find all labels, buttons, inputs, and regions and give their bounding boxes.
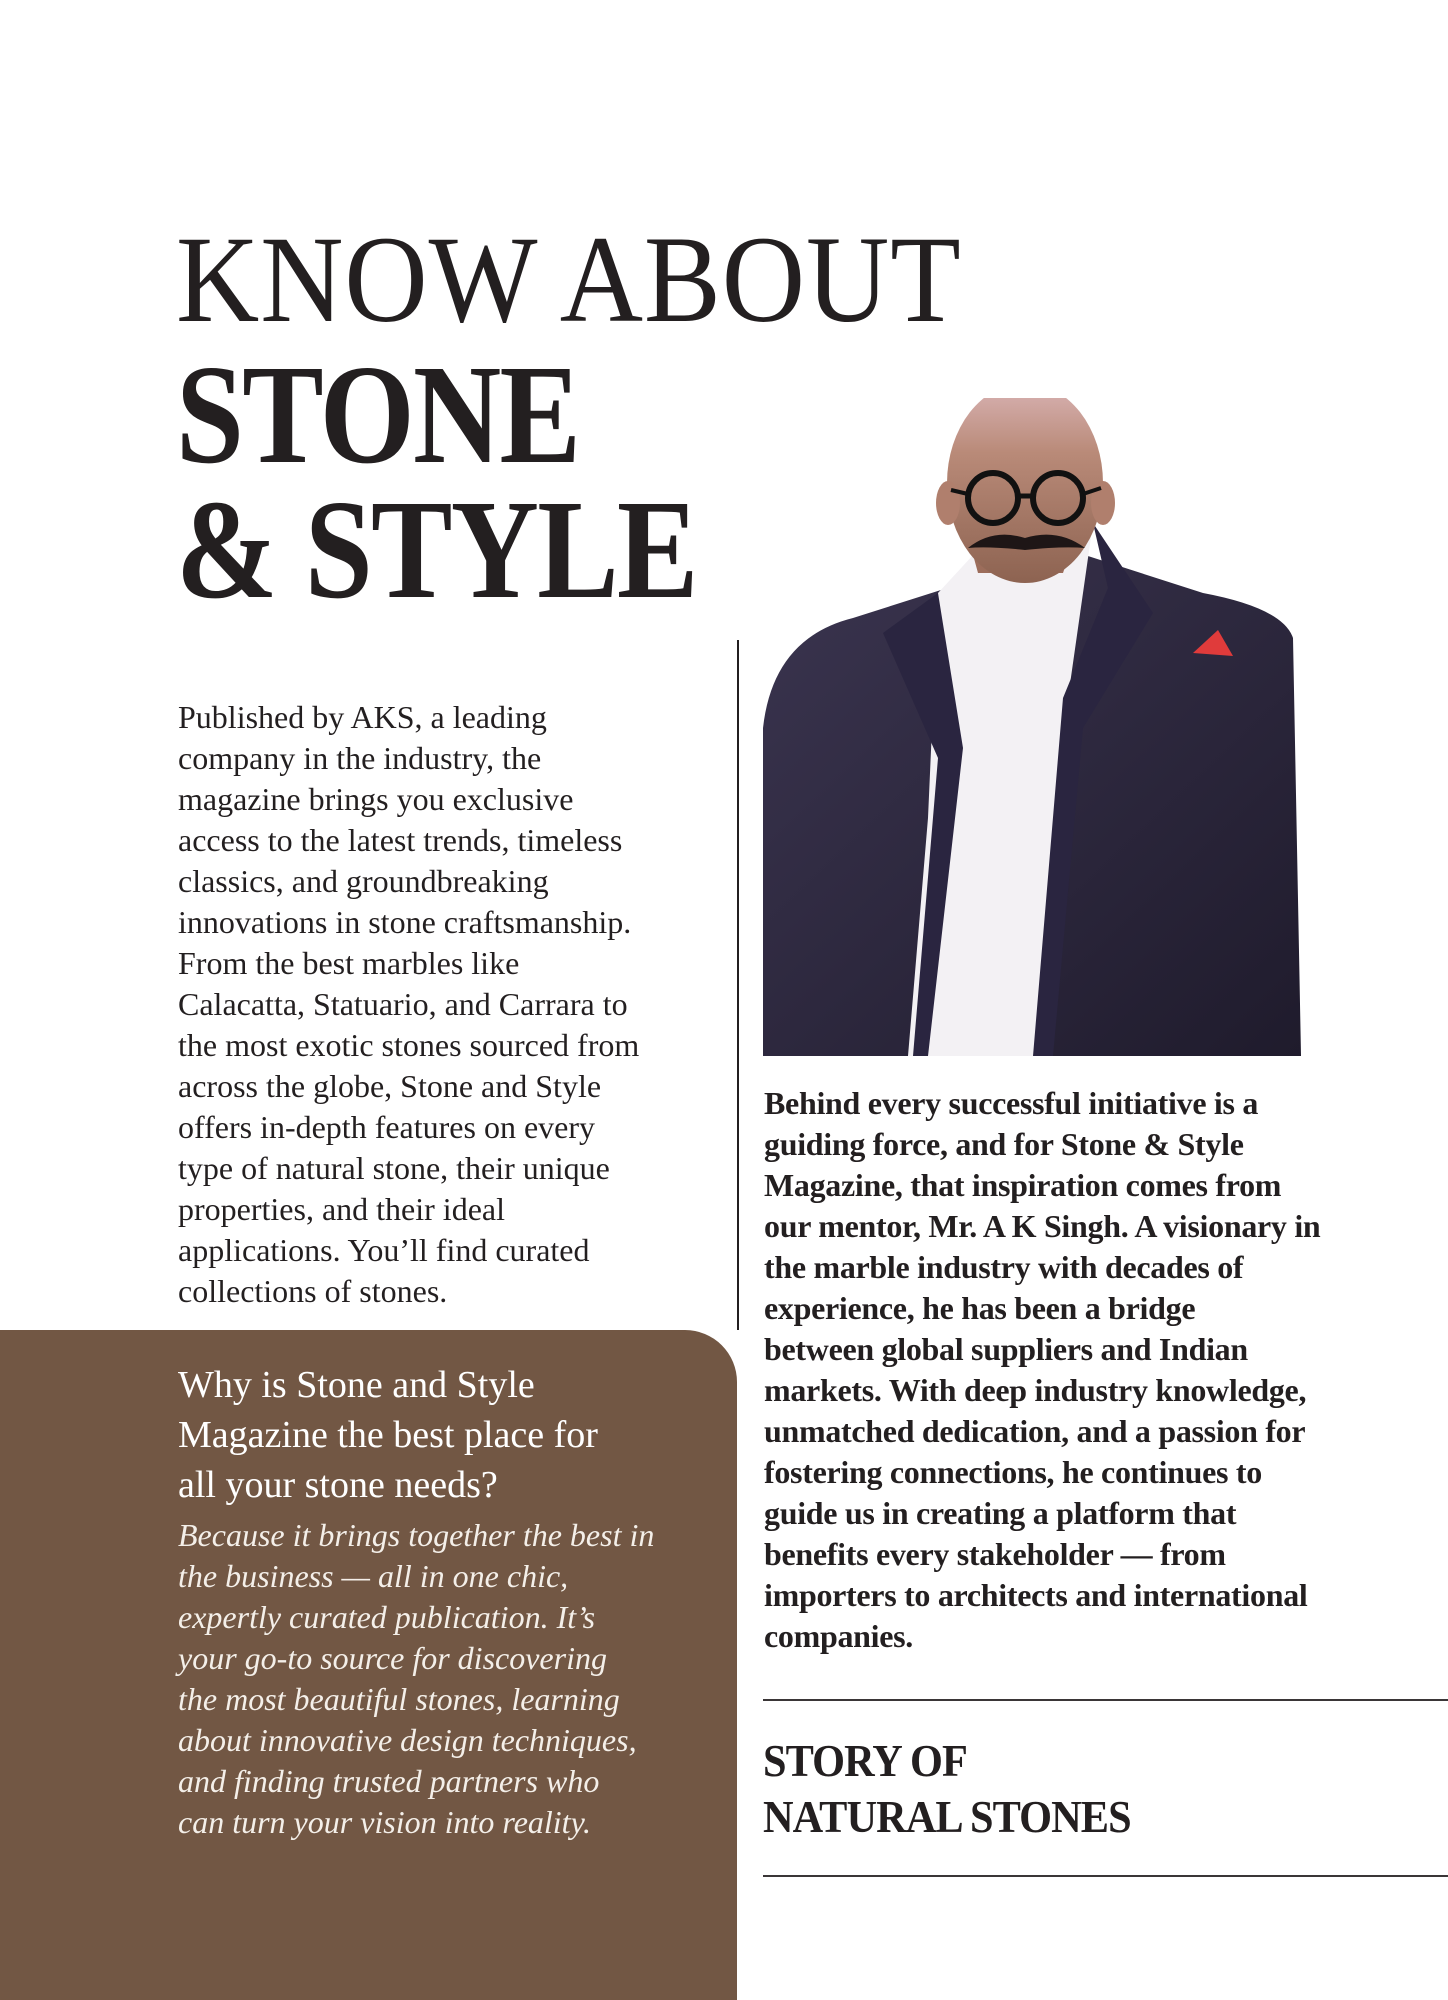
story-heading: STORY OF NATURAL STONES (763, 1735, 1131, 1842)
story-rule-top (763, 1699, 1448, 1701)
title-and-style: & STYLE (176, 470, 697, 628)
title-stone: STONE (176, 335, 580, 493)
intro-paragraph: Published by AKS, a leading company in the industry, the magazine brings you exclusive access to the latest trends, timeless classics, and groundbreaking innovations in stone craftsmanship. From the best marbles like Calacatta, Statuario, and Carrara to the most exotic stones sourced from across the globe, Stone and Style offers in-depth features on every type of natural stone, their unique properties, and their ideal applications. You’ll find curated collections of stones. (178, 699, 640, 1309)
column-divider (737, 640, 739, 1330)
title-know-about: KNOW ABOUT (176, 211, 962, 348)
story-rule-bottom (763, 1875, 1448, 1877)
why-heading: Why is Stone and Style Magazine the best place for all your stone needs? (178, 1364, 598, 1506)
mentor-portrait-image (763, 398, 1303, 1056)
mentor-paragraph: Behind every successful initiative is a guiding force, and for Stone & Style Magazine, that inspiration comes from our mentor, Mr. A K Singh. A visionary in the marble industry with decades of experience, he has been a bridge between global suppliers and Indian markets. With deep industry knowledge, unmatched dedication, and a passion for fostering connections, he continues to guide us in creating a platform that benefits every stakeholder — from importers to architects and international companies. (764, 1085, 1321, 1654)
why-body: Because it brings together the best in the business — all in one chic, expertly curated publication. It’s your go-to source for discovering the most beautiful stones, learning about innovative design techniques, and finding trusted partners who can turn your vision into reality. (178, 1517, 655, 1840)
